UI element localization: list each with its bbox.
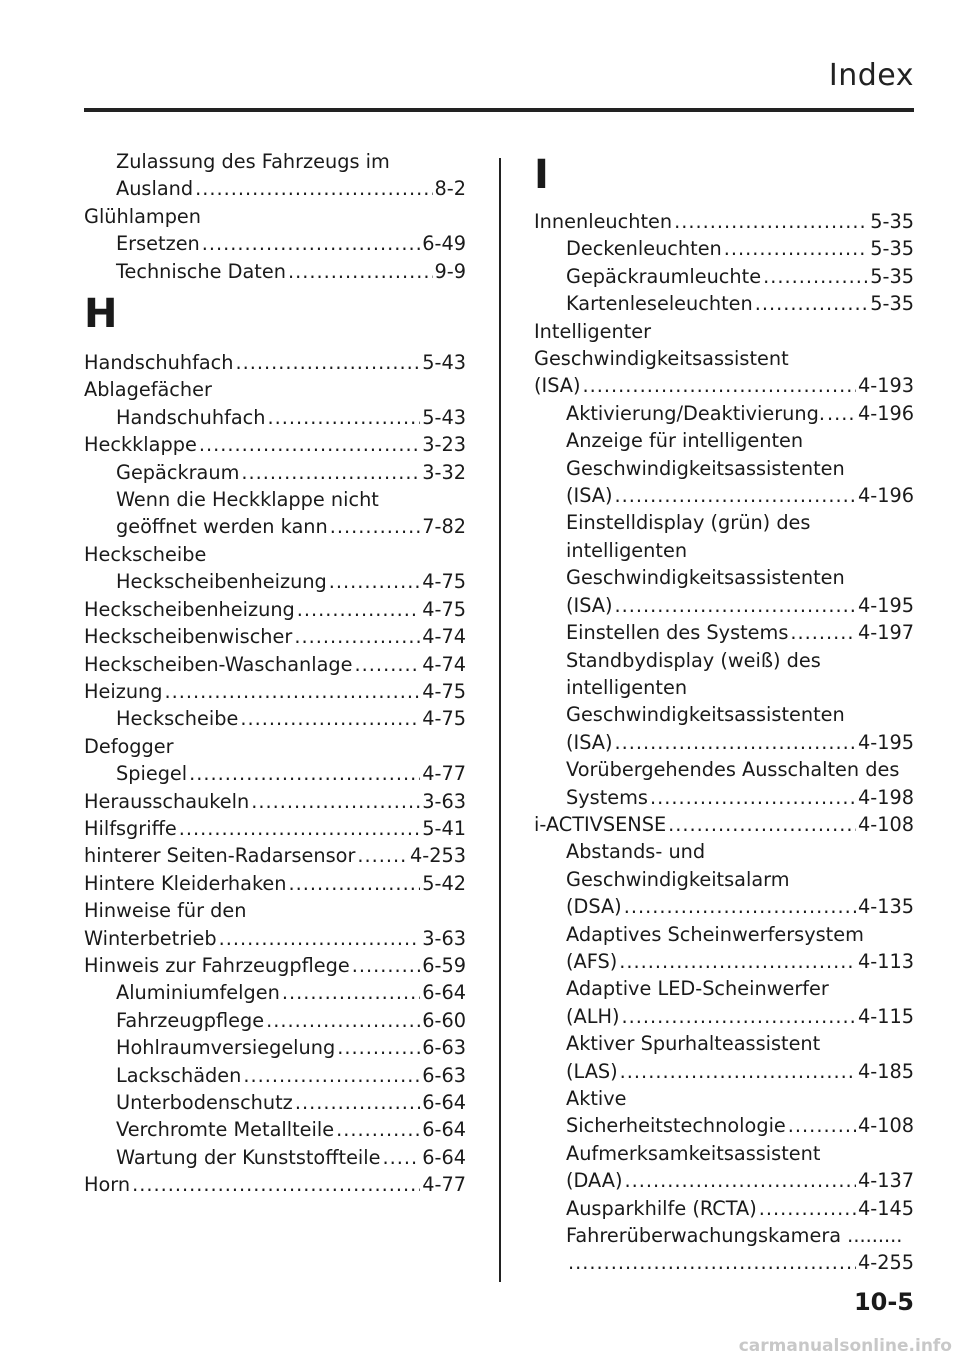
index-entry-term: Verchromte Metallteile xyxy=(116,1118,335,1142)
index-entry-term: (DAA) xyxy=(566,1169,623,1193)
dot-leader xyxy=(241,459,420,486)
index-entry-page: 4-115 xyxy=(857,1004,914,1028)
dot-leader xyxy=(236,349,421,376)
index-entry xyxy=(534,1085,914,1112)
index-entry xyxy=(84,1089,466,1116)
index-entry-term: Geschwindigkeitsassistent xyxy=(534,347,789,371)
index-entry xyxy=(534,647,914,674)
index-entry xyxy=(84,148,466,175)
index-column-right xyxy=(534,148,914,1277)
index-entry-page: 4-74 xyxy=(422,625,466,649)
index-entry xyxy=(84,568,466,595)
index-entry xyxy=(534,619,914,646)
dot-leader xyxy=(355,651,421,678)
index-entry-page: 4-137 xyxy=(857,1169,914,1193)
dot-leader xyxy=(251,788,420,815)
index-entry xyxy=(534,975,914,1002)
index-entry-term: Hohlraumversiegelung xyxy=(116,1036,336,1060)
index-entry-term: Heckscheibenheizung xyxy=(84,597,295,621)
index-entry-term: Kartenleseleuchten xyxy=(566,292,753,316)
index-entry-term: Adaptive LED-Scheinwerfer xyxy=(566,977,829,1001)
dot-leader xyxy=(337,1034,420,1061)
index-entry xyxy=(84,596,466,623)
index-entry xyxy=(84,376,466,403)
dot-leader xyxy=(827,400,856,427)
index-entry-term: hinterer Seiten-Radarsensor xyxy=(84,844,356,868)
dot-leader xyxy=(615,482,856,509)
dot-leader xyxy=(195,175,432,202)
index-entry-term: Ersetzen xyxy=(116,232,200,256)
index-entry-term: (DSA) xyxy=(566,895,622,919)
index-entry-page: 6-63 xyxy=(422,1063,466,1087)
index-entry-page: 4-75 xyxy=(422,679,466,703)
index-entry xyxy=(534,1112,914,1139)
dot-leader xyxy=(202,230,420,257)
dot-leader xyxy=(219,925,421,952)
index-entry-term: Spiegel xyxy=(116,762,188,786)
index-entry-page: 4-77 xyxy=(422,1173,466,1197)
index-entry xyxy=(534,235,914,262)
dot-leader xyxy=(179,815,421,842)
index-entry-term: geöffnet werden kann xyxy=(116,515,328,539)
index-entry xyxy=(534,674,914,701)
index-entry-term: Heckscheibenwischer xyxy=(84,625,293,649)
index-entry-page: 7-82 xyxy=(422,515,466,539)
index-entry xyxy=(84,733,466,760)
index-entry xyxy=(534,372,914,399)
index-entry-page: 5-35 xyxy=(870,210,914,233)
index-entry xyxy=(534,537,914,564)
index-entry xyxy=(84,952,466,979)
index-entry xyxy=(534,592,914,619)
index-entry-term: intelligenten xyxy=(566,538,688,562)
index-entry-term: Hinweis zur Fahrzeugpflege xyxy=(84,953,350,977)
index-entry-page: 5-35 xyxy=(870,264,914,288)
dot-leader xyxy=(268,404,421,431)
index-entry-term: Hilfsgriffe xyxy=(84,816,177,840)
index-entry-term: Geschwindigkeitsassistenten xyxy=(566,566,845,590)
index-entry-term: (AFS) xyxy=(566,949,618,973)
index-entry xyxy=(84,1116,466,1143)
index-entry-page: 6-59 xyxy=(422,953,466,977)
dot-leader xyxy=(330,513,421,540)
index-entry xyxy=(84,678,466,705)
dot-leader xyxy=(336,1116,420,1143)
index-entry-term: Abstands- und xyxy=(566,840,706,864)
dot-leader xyxy=(619,948,856,975)
index-entry xyxy=(84,404,466,431)
index-entry-term: Lackschäden xyxy=(116,1063,242,1087)
index-entry-term: Wartung der Kunststoffteile xyxy=(116,1145,381,1169)
index-entry-term: Hinweise für den xyxy=(84,899,247,923)
index-entry-term: Aluminiumfelgen xyxy=(116,981,280,1005)
index-entry-term: Handschuhfach xyxy=(84,351,234,375)
index-entry xyxy=(84,623,466,650)
watermark: carmanualsonline.info xyxy=(738,1336,952,1356)
index-entry xyxy=(84,842,466,869)
dot-leader xyxy=(674,208,868,235)
dot-leader xyxy=(568,1249,856,1276)
index-entry-page: 4-108 xyxy=(857,812,914,836)
right-entries xyxy=(534,208,914,1277)
index-entry-page: 4-75 xyxy=(422,597,466,621)
index-entry-page: 4-74 xyxy=(422,652,466,676)
index-entry xyxy=(84,486,466,513)
index-entry xyxy=(84,431,466,458)
index-entry-page: 4-195 xyxy=(857,730,914,754)
index-entry-page: 5-35 xyxy=(870,237,914,261)
index-entry xyxy=(84,651,466,678)
index-entry xyxy=(84,1062,466,1089)
index-entry-term: (ISA) xyxy=(566,730,613,754)
index-entry-page: 3-63 xyxy=(422,926,466,950)
index-entry xyxy=(84,349,466,376)
index-entry-term: Gepäckraumleuchte xyxy=(566,264,762,288)
index-entry xyxy=(534,811,914,838)
index-entry-page: 4-113 xyxy=(857,949,914,973)
section-letter-h: H xyxy=(84,291,118,338)
index-entry-term: Geschwindigkeitsassistenten xyxy=(566,703,845,727)
index-entry-term: Handschuhfach xyxy=(116,405,266,429)
index-entry xyxy=(84,925,466,952)
index-entry xyxy=(84,459,466,486)
index-entry xyxy=(534,1140,914,1167)
dot-leader xyxy=(790,619,856,646)
index-entry-term: Einstellen des Systems xyxy=(566,621,789,645)
index-entry xyxy=(534,948,914,975)
dot-leader xyxy=(624,1167,855,1194)
index-column-left xyxy=(84,148,466,1199)
dot-leader xyxy=(294,623,420,650)
index-entry-term: Adaptives Scheinwerfersystem xyxy=(566,922,864,946)
index-entry-term: (LAS) xyxy=(566,1059,618,1083)
index-entry-page: 4-193 xyxy=(857,374,914,398)
dot-leader xyxy=(668,811,856,838)
index-entry-page: 5-41 xyxy=(422,816,466,840)
index-entry-term: Standbydisplay (weiß) des xyxy=(566,648,821,672)
index-entry-term: Sicherheitstechnologie xyxy=(566,1114,786,1138)
page-number: 10-5 xyxy=(853,1288,914,1316)
index-entry xyxy=(534,290,914,317)
index-entry-term: Geschwindigkeitsassistenten xyxy=(566,456,845,480)
index-entry-term: Horn xyxy=(84,1173,131,1197)
dot-leader xyxy=(615,592,856,619)
index-entry xyxy=(534,893,914,920)
index-entry xyxy=(534,509,914,536)
index-entry-term: (ISA) xyxy=(534,374,581,398)
index-entry-term: Heckklappe xyxy=(84,433,197,457)
index-entry xyxy=(84,203,466,230)
index-entry-term: Systems xyxy=(566,785,648,809)
dot-leader xyxy=(383,1144,421,1171)
index-entry-term: Heckscheibe xyxy=(84,542,207,566)
column-divider xyxy=(499,158,501,1282)
index-entry-page: 4-196 xyxy=(857,401,914,425)
index-entry-page: 3-63 xyxy=(422,789,466,813)
index-entry-term: (ALH) xyxy=(566,1004,620,1028)
index-entry-term: Defogger xyxy=(84,734,174,758)
index-entry-term: intelligenten xyxy=(566,675,688,699)
index-entry-term: Ausland xyxy=(116,177,194,201)
index-entry-page: 6-60 xyxy=(422,1008,466,1032)
index-entry-page: 5-35 xyxy=(870,292,914,316)
dot-leader xyxy=(724,235,868,262)
header-rule xyxy=(84,108,914,112)
index-entry-term: Winterbetrieb xyxy=(84,926,217,950)
index-entry-page: 6-64 xyxy=(422,981,466,1005)
index-entry xyxy=(84,1144,466,1171)
index-entry-page: 5-43 xyxy=(422,351,466,375)
index-entry-page: 4-196 xyxy=(857,484,914,508)
dot-leader xyxy=(266,1007,420,1034)
index-entry xyxy=(84,258,466,285)
dot-leader xyxy=(621,1003,855,1030)
index-entry xyxy=(84,513,466,540)
index-entry-term: Fahrzeugpflege xyxy=(116,1008,265,1032)
index-entry-term: (ISA) xyxy=(566,484,613,508)
dot-leader xyxy=(620,1058,856,1085)
index-entry xyxy=(534,756,914,783)
index-entry xyxy=(534,455,914,482)
index-entry xyxy=(534,921,914,948)
index-entry-page: 9-9 xyxy=(434,259,466,283)
index-entry-term: Deckenleuchten xyxy=(566,237,722,261)
index-entry xyxy=(84,897,466,924)
index-entry-term: Aktive xyxy=(566,1087,627,1110)
dot-leader xyxy=(329,568,420,595)
index-entry-term: Intelligenter xyxy=(534,319,652,343)
index-entry xyxy=(534,784,914,811)
index-entry-term: Vorübergehendes Ausschalten des xyxy=(566,758,900,782)
index-entry-term: Glühlampen xyxy=(84,204,202,228)
index-entry-term: Unterbodenschutz xyxy=(116,1091,293,1114)
index-entry xyxy=(84,541,466,568)
index-entry-page: 4-198 xyxy=(857,785,914,809)
index-entry-page: 5-43 xyxy=(422,405,466,429)
index-entry-term: Gepäckraum xyxy=(116,460,240,484)
index-entry xyxy=(534,838,914,865)
dot-leader xyxy=(282,979,420,1006)
index-entry xyxy=(534,1249,914,1276)
left-entries xyxy=(84,349,466,1199)
index-entry xyxy=(84,705,466,732)
index-entry-page: 4-253 xyxy=(409,844,466,868)
dot-leader xyxy=(243,1062,420,1089)
index-entry xyxy=(534,1058,914,1085)
dot-leader xyxy=(289,870,421,897)
index-entry xyxy=(84,788,466,815)
index-entry-term: Technische Daten xyxy=(116,259,286,283)
dot-leader xyxy=(352,952,421,979)
index-entry xyxy=(534,427,914,454)
index-entry-page: 4-145 xyxy=(857,1196,914,1220)
dot-leader xyxy=(288,258,433,285)
index-entry-page: 4-135 xyxy=(857,895,914,919)
index-entry-term: Zulassung des Fahrzeugs im xyxy=(116,150,390,173)
dot-leader xyxy=(199,431,420,458)
dot-leader xyxy=(759,1195,856,1222)
left-top-entries xyxy=(84,148,466,285)
index-entry-term: Ausparkhilfe (RCTA) xyxy=(566,1196,757,1220)
page-header-title: Index xyxy=(828,58,914,93)
index-entry xyxy=(534,263,914,290)
dot-leader xyxy=(357,842,408,869)
index-entry xyxy=(84,1034,466,1061)
dot-leader xyxy=(755,290,869,317)
index-entry-page: 4-255 xyxy=(857,1251,914,1275)
index-entry-term: Aktiver Spurhalteassistent xyxy=(566,1032,821,1056)
index-entry xyxy=(534,1167,914,1194)
index-entry xyxy=(84,230,466,257)
index-entry-term: Heckscheibenheizung xyxy=(116,570,327,594)
index-entry xyxy=(84,979,466,1006)
index-entry xyxy=(84,870,466,897)
index-entry xyxy=(84,175,466,202)
index-entry-term: Geschwindigkeitsalarm xyxy=(566,867,790,891)
index-entry xyxy=(534,1003,914,1030)
index-entry xyxy=(534,564,914,591)
index-entry-page: 6-64 xyxy=(422,1145,466,1169)
index-entry-page: 4-185 xyxy=(857,1059,914,1083)
index-entry-page: 6-64 xyxy=(422,1118,466,1142)
index-entry-term: (ISA) xyxy=(566,593,613,617)
index-entry-page: 6-63 xyxy=(422,1036,466,1060)
index-entry-term: i-ACTIVSENSE xyxy=(534,812,667,836)
index-entry-term: Wenn die Heckklappe nicht xyxy=(116,488,379,512)
index-entry-page: 4-108 xyxy=(857,1114,914,1138)
dot-leader xyxy=(297,596,420,623)
dot-leader xyxy=(189,760,420,787)
index-entry xyxy=(84,760,466,787)
index-entry-page: 8-2 xyxy=(434,177,466,201)
index-entry xyxy=(84,815,466,842)
dot-leader xyxy=(615,729,856,756)
index-entry-term: Heizung xyxy=(84,679,163,703)
index-entry xyxy=(534,1195,914,1222)
index-entry xyxy=(534,318,914,345)
dot-leader xyxy=(763,263,868,290)
index-entry-term: Ablagefächer xyxy=(84,378,212,402)
index-entry-term: Innenleuchten xyxy=(534,210,673,233)
index-entry-page: 6-64 xyxy=(422,1091,466,1114)
index-entry xyxy=(534,701,914,728)
index-entry xyxy=(534,866,914,893)
index-entry-term: Aktivierung/Deaktivierung. xyxy=(566,401,825,425)
dot-leader xyxy=(295,1089,420,1116)
index-entry xyxy=(84,1007,466,1034)
dot-leader xyxy=(650,784,856,811)
index-entry xyxy=(534,729,914,756)
index-entry-term: Einstelldisplay (grün) des xyxy=(566,511,811,535)
dot-leader xyxy=(624,893,856,920)
index-entry xyxy=(534,482,914,509)
index-entry-term: Heckscheiben-Waschanlage xyxy=(84,652,353,676)
index-entry-page: 4-197 xyxy=(857,621,914,645)
index-entry-term: Aufmerksamkeitsassistent xyxy=(566,1141,821,1165)
index-entry xyxy=(84,1171,466,1198)
index-entry-page: 4-75 xyxy=(422,570,466,594)
index-entry-page: 6-49 xyxy=(422,232,466,256)
dot-leader xyxy=(788,1112,856,1139)
index-entry-page: 4-77 xyxy=(422,762,466,786)
index-entry xyxy=(534,1030,914,1057)
dot-leader xyxy=(240,705,420,732)
dot-leader xyxy=(583,372,856,399)
index-entry xyxy=(534,400,914,427)
index-entry-page: 5-42 xyxy=(422,871,466,895)
index-entry-term: Heckscheibe xyxy=(116,707,239,731)
index-entry xyxy=(534,345,914,372)
index-entry-page: 4-75 xyxy=(422,707,466,731)
index-entry-page: 4-195 xyxy=(857,593,914,617)
index-entry xyxy=(534,208,914,235)
dot-leader xyxy=(132,1171,420,1198)
index-entry xyxy=(534,1222,914,1249)
section-letter-i: I xyxy=(534,152,549,198)
dot-leader xyxy=(165,678,421,705)
index-entry-page: 3-23 xyxy=(422,433,466,457)
index-entry-term: Fahrerüberwachungskamera ......... xyxy=(566,1224,903,1248)
index-entry-term: Herausschaukeln xyxy=(84,789,250,813)
index-entry-term: Hintere Kleiderhaken xyxy=(84,871,287,895)
index-entry-page: 3-32 xyxy=(422,460,466,484)
index-entry-term: Anzeige für intelligenten xyxy=(566,429,804,453)
